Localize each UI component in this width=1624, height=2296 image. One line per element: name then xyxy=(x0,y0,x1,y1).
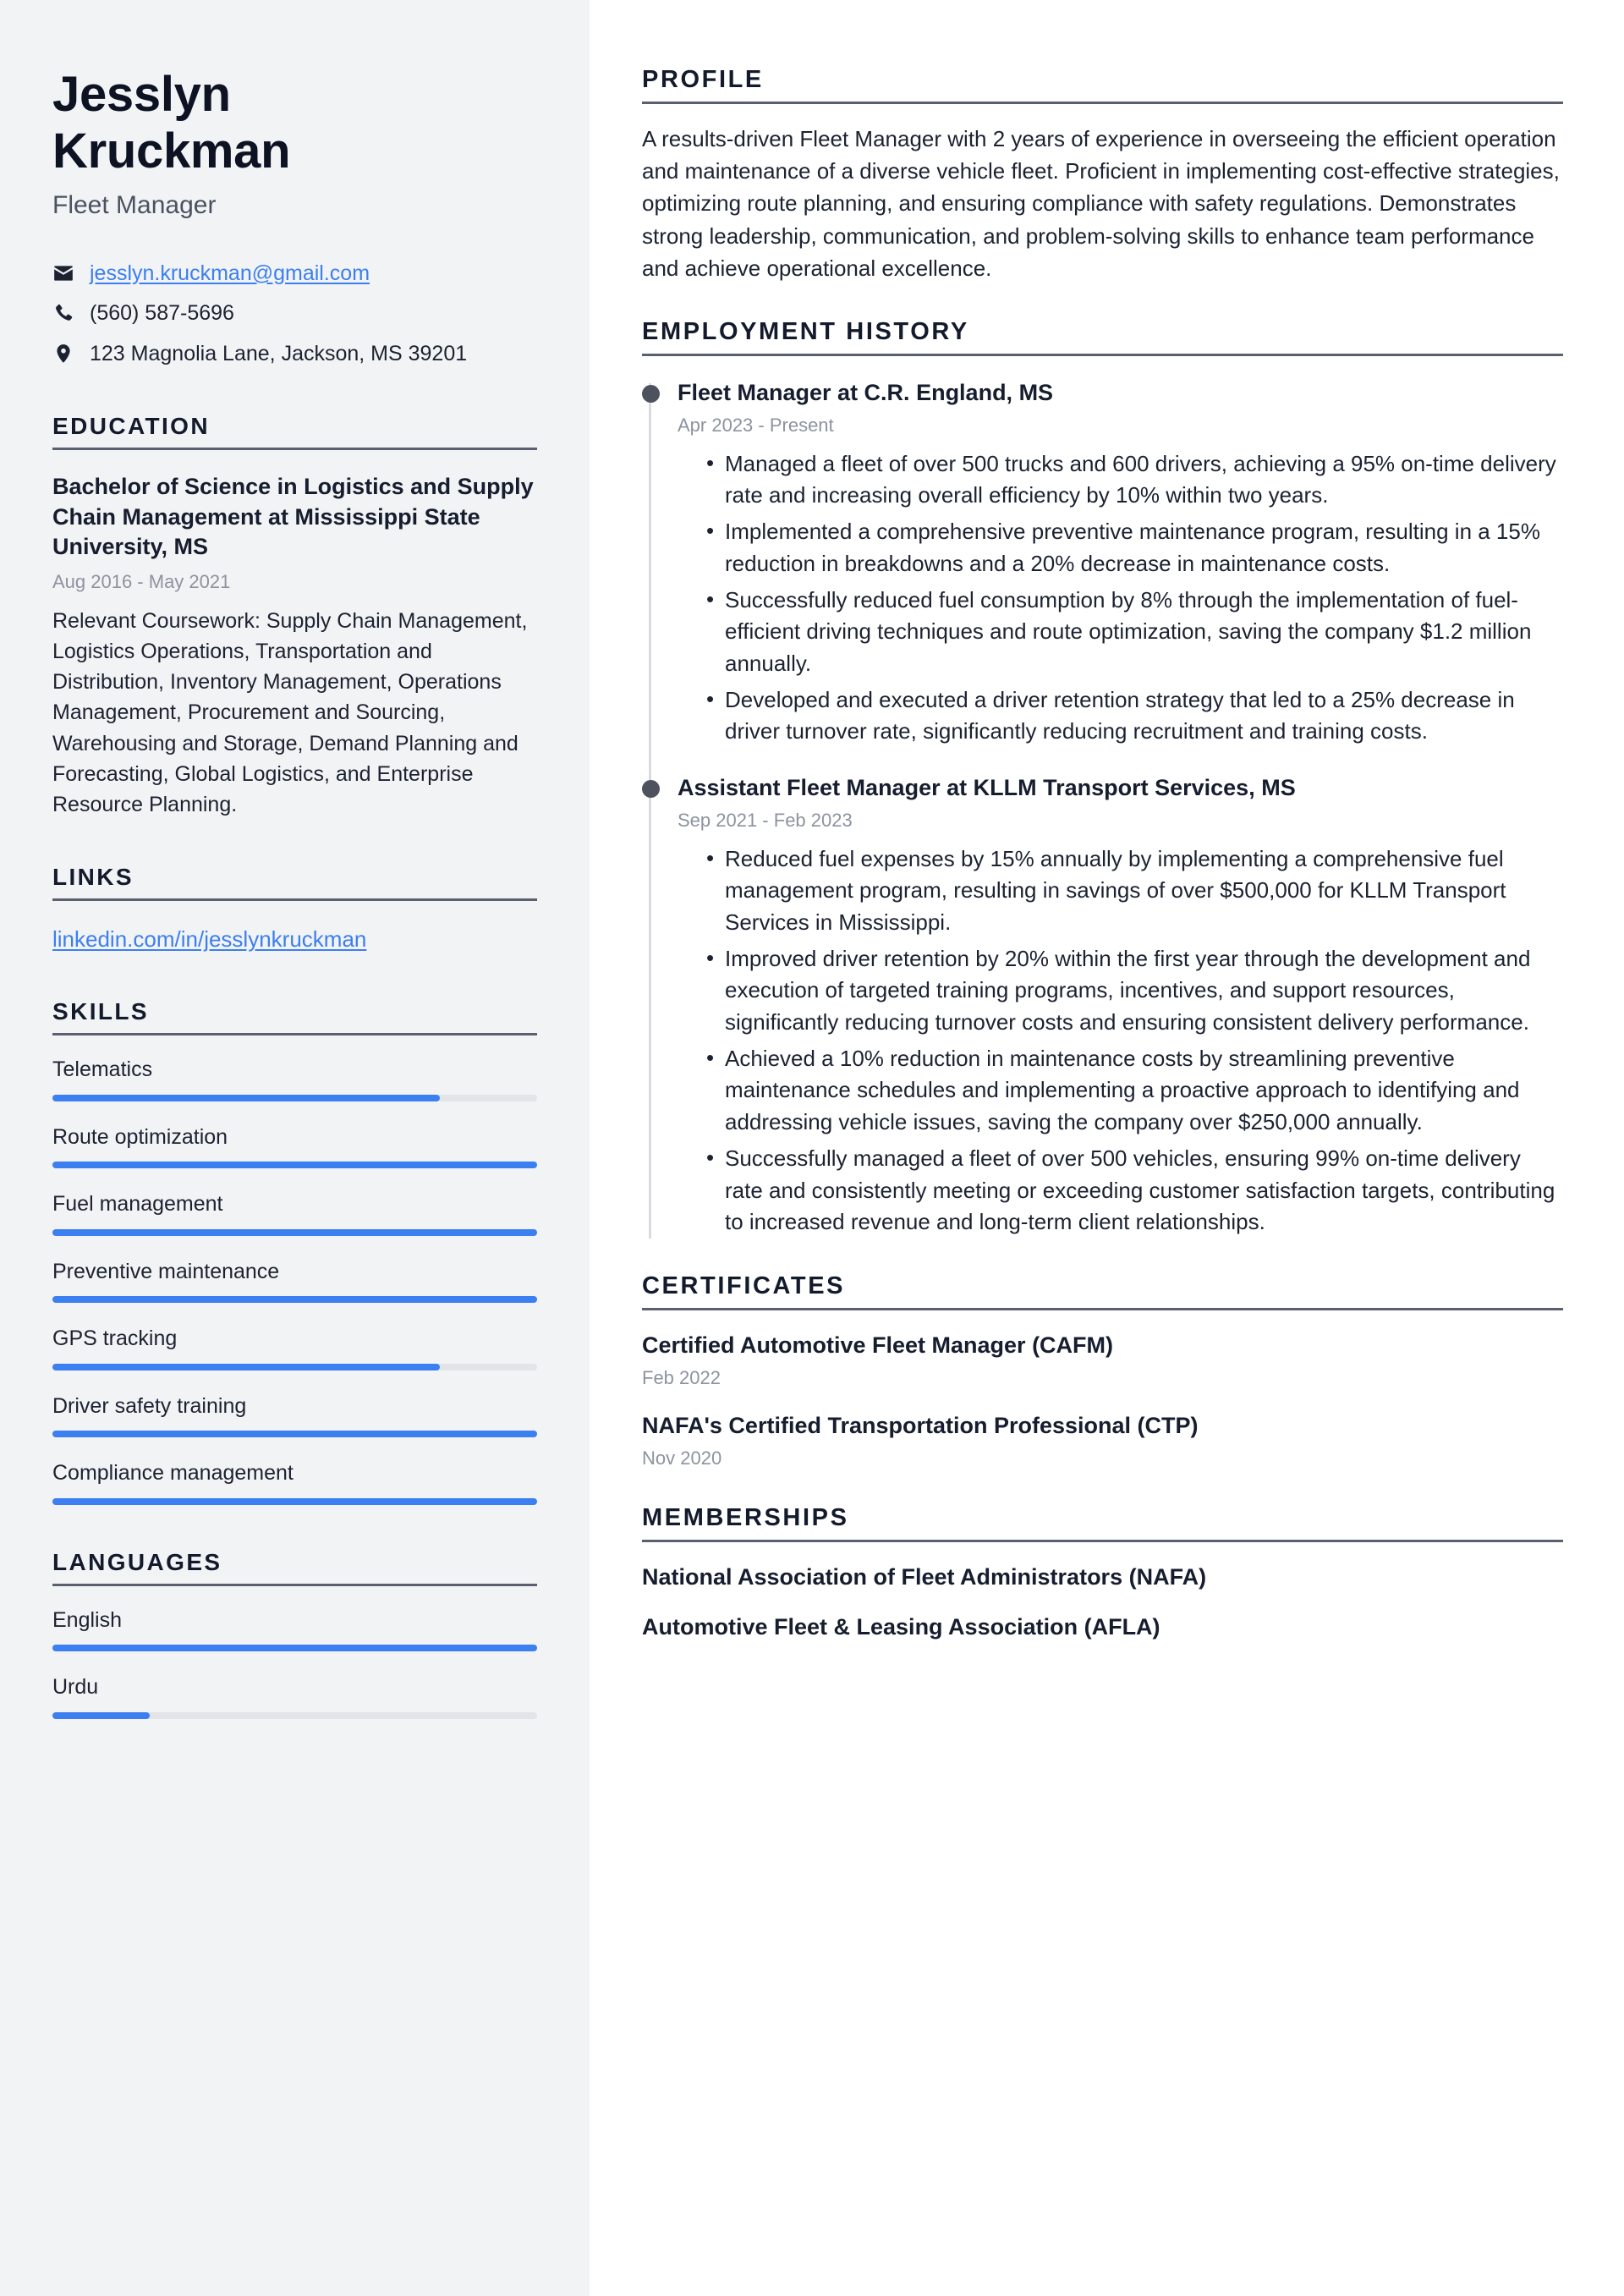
section-certificates xyxy=(642,1272,1563,1470)
certificate-item xyxy=(642,1411,1563,1471)
job-bullets xyxy=(678,448,1563,748)
skill-label: Route optimization xyxy=(52,1124,228,1149)
contact-address xyxy=(52,339,537,370)
skills-divider xyxy=(52,1033,537,1035)
job-bullet: • Improved driver retention by 20% within the first year through the development and execution of targeted training programs, incentives, and support resources, significantly reducing turnover costs and ensuring consistent delivery performance. xyxy=(706,943,1563,1039)
skill-meter xyxy=(52,1498,537,1505)
profile-text: A results-driven Fleet Manager with 2 years of experience in overseeing the efficient operation and maintenance of a diverse vehicle fleet. Proficient in implementing cost-effective strategies, optimizing route planning, and ensuring compliance with safety regulations. Demonstrates strong leadership, communication, and problem-solving skills to enhance team performance and achieve operational excellence. xyxy=(642,126,1560,281)
skill-meter-fill xyxy=(52,1095,440,1101)
education-degree: Bachelor of Science in Logistics and Supply Chain Management at Mississippi State University, MS xyxy=(52,474,534,560)
skill-item xyxy=(52,1325,537,1370)
phone-icon xyxy=(52,299,90,324)
languages-divider xyxy=(52,1584,537,1586)
certificate-date: Nov 2020 xyxy=(642,1447,722,1469)
education-divider xyxy=(52,448,537,450)
linkedin-link[interactable]: linkedin.com/in/jesslynkruckman xyxy=(52,926,367,953)
profile-divider xyxy=(642,102,1563,104)
skill-meter-fill xyxy=(52,1431,537,1437)
skill-meter xyxy=(52,1296,537,1303)
section-skills xyxy=(52,998,537,1505)
employment-timeline xyxy=(642,378,1563,1239)
language-meter xyxy=(52,1712,537,1719)
certificate-title: Certified Automotive Fleet Manager (CAFM) xyxy=(642,1332,1114,1358)
membership-item xyxy=(642,1612,1563,1642)
language-meter-fill xyxy=(52,1712,150,1719)
skill-meter-fill xyxy=(52,1162,537,1168)
language-meter-fill xyxy=(52,1645,537,1651)
language-label: English xyxy=(52,1607,122,1632)
contact-list xyxy=(52,259,537,370)
job-bullet: • Implemented a comprehensive preventive maintenance program, resulting in a 15% reduction in breakdowns and a 20% decrease in maintenance costs. xyxy=(706,516,1563,579)
map-pin-icon xyxy=(52,339,90,365)
job-role: Fleet Manager at C.R. England, MS xyxy=(678,380,1054,406)
skill-label: GPS tracking xyxy=(52,1327,178,1351)
certificates-divider xyxy=(642,1308,1563,1310)
sidebar xyxy=(0,0,590,2296)
candidate-job-title: Fleet Manager xyxy=(52,190,217,219)
job-bullet: • Reduced fuel expenses by 15% annually by implementing a comprehensive fuel management program, resulting in savings of over $500,000 for KLLM Transport Services in Mississippi. xyxy=(706,843,1563,939)
skill-item xyxy=(52,1190,537,1236)
skill-item xyxy=(52,1123,537,1169)
first-name: Jesslyn xyxy=(52,67,231,122)
skill-meter xyxy=(52,1162,537,1168)
name-block xyxy=(52,66,537,222)
skill-meter-fill xyxy=(52,1498,537,1505)
timeline-dot-icon xyxy=(642,780,660,798)
skill-item xyxy=(52,1258,537,1304)
links-divider xyxy=(52,898,537,901)
skill-label: Telematics xyxy=(52,1057,153,1082)
link-item[interactable] xyxy=(52,925,537,954)
employment-entry xyxy=(678,773,1563,1239)
education-heading: EDUCATION xyxy=(52,413,210,440)
skill-label: Driver safety training xyxy=(52,1393,247,1418)
employment-entry xyxy=(678,378,1563,748)
membership-title: Automotive Fleet & Leasing Association (AFLA) xyxy=(642,1614,1160,1640)
membership-item xyxy=(642,1563,1563,1592)
section-education xyxy=(52,413,537,820)
employment-divider xyxy=(642,354,1563,356)
job-bullet: • Developed and executed a driver retention strategy that led to a 25% decrease in driver turnover rate, significantly reducing recruitment and training costs. xyxy=(706,684,1563,748)
education-description: Relevant Coursework: Supply Chain Management, Logistics Operations, Transportation and Distribution, Inventory Management, Operations Management, Procurement and Sourcing, Warehousing and Storage, Demand Planning and Forecasting, Global Logistics, and Enterprise Resource Planning. xyxy=(52,608,528,816)
skill-label: Compliance management xyxy=(52,1461,294,1486)
skill-meter-fill xyxy=(52,1296,537,1303)
skill-meter xyxy=(52,1229,537,1236)
section-profile xyxy=(642,66,1563,284)
skill-meter xyxy=(52,1364,537,1370)
last-name: Kruckman xyxy=(52,124,291,179)
employment-heading: EMPLOYMENT HISTORY xyxy=(642,318,969,346)
skill-item xyxy=(52,1459,537,1505)
skills-heading: SKILLS xyxy=(52,998,149,1025)
main-column xyxy=(590,0,1624,2296)
skill-item xyxy=(52,1056,537,1101)
skill-meter xyxy=(52,1431,537,1437)
language-item xyxy=(52,1673,537,1719)
skill-meter xyxy=(52,1095,537,1101)
memberships-heading: MEMBERSHIPS xyxy=(642,1504,849,1532)
contact-email[interactable] xyxy=(52,259,537,289)
skill-item xyxy=(52,1392,537,1438)
job-bullet: • Successfully reduced fuel consumption by 8% through the implementation of fuel-efficient driving techniques and route optimization, saving the company $1.2 million annually. xyxy=(706,585,1563,680)
email-link[interactable]: jesslyn.kruckman@gmail.com xyxy=(90,261,370,285)
job-dates: Sep 2021 - Feb 2023 xyxy=(678,810,853,832)
languages-list xyxy=(52,1607,537,1719)
skill-meter-fill xyxy=(52,1229,537,1236)
language-label: Urdu xyxy=(52,1675,99,1700)
skill-label: Preventive maintenance xyxy=(52,1259,280,1283)
contact-address-text: 123 Magnolia Lane, Jackson, MS 39201 xyxy=(90,341,468,365)
contact-email-text xyxy=(90,259,537,289)
section-languages xyxy=(52,1549,537,1719)
language-item xyxy=(52,1607,537,1652)
certificates-heading: CERTIFICATES xyxy=(642,1272,846,1299)
job-bullet: • Achieved a 10% reduction in maintenance costs by streamlining preventive maintenance schedules and implementing a proactive approach to identifying and addressing vehicle issues, saving the company over $250,000 annually. xyxy=(706,1043,1563,1139)
membership-title: National Association of Fleet Administrators (NAFA) xyxy=(642,1564,1207,1590)
job-role: Assistant Fleet Manager at KLLM Transport Services, MS xyxy=(678,774,1296,800)
job-bullets xyxy=(678,843,1563,1239)
certificate-item xyxy=(642,1331,1563,1391)
section-employment xyxy=(642,318,1563,1239)
envelope-icon xyxy=(52,259,90,284)
section-links xyxy=(52,864,537,954)
contact-phone-text: (560) 587-5696 xyxy=(90,301,234,326)
links-heading: LINKS xyxy=(52,864,134,891)
candidate-name xyxy=(52,66,408,180)
language-meter xyxy=(52,1645,537,1651)
memberships-divider xyxy=(642,1540,1563,1542)
section-memberships xyxy=(642,1504,1563,1642)
profile-heading: PROFILE xyxy=(642,66,764,93)
job-bullet: • Successfully managed a fleet of over 500 vehicles, ensuring 99% on-time delivery rate and consistently meeting or exceeding customer satisfaction targets, contributing to increased revenue and long-term client relationships. xyxy=(706,1143,1563,1239)
skills-list xyxy=(52,1056,537,1505)
skill-meter-fill xyxy=(52,1364,440,1370)
certificate-title: NAFA's Certified Transportation Professional (CTP) xyxy=(642,1412,1199,1438)
contact-phone xyxy=(52,299,537,329)
timeline-dot-icon xyxy=(642,385,660,403)
languages-heading: LANGUAGES xyxy=(52,1548,222,1575)
education-dates: Aug 2016 - May 2021 xyxy=(52,570,231,592)
job-dates: Apr 2023 - Present xyxy=(678,415,834,437)
skill-label: Fuel management xyxy=(52,1192,223,1217)
job-bullet: • Managed a fleet of over 500 trucks and 600 drivers, achieving a 95% on-time delivery rate and increasing overall efficiency by 10% within two years. xyxy=(706,448,1563,512)
certificate-date: Feb 2022 xyxy=(642,1367,721,1388)
